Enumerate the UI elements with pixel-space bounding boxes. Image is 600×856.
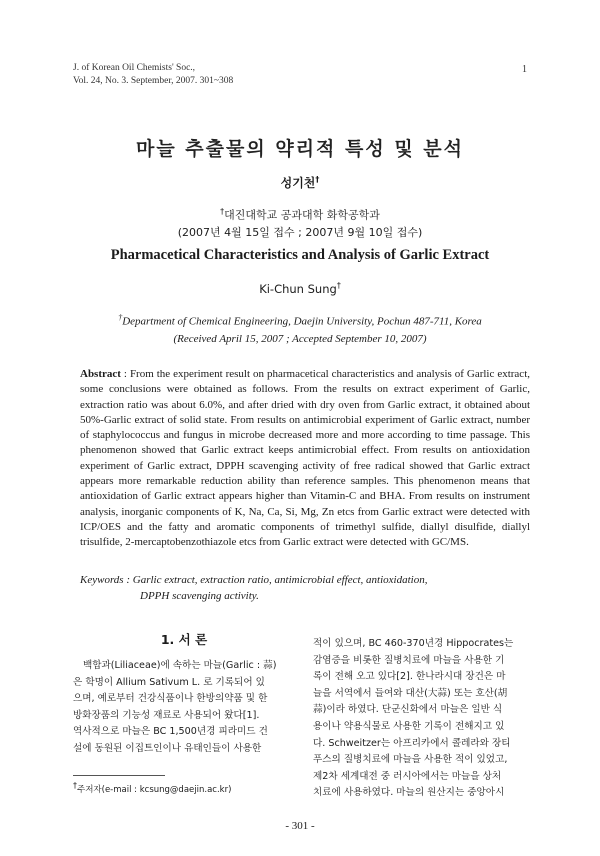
dagger-mark: † bbox=[73, 781, 77, 790]
english-title: Pharmacetical Characteristics and Analysis of Garlic Extract bbox=[110, 247, 490, 263]
dagger-mark: † bbox=[220, 207, 225, 216]
korean-affiliation-block bbox=[0, 203, 600, 241]
body-line: 치료에 사용하였다. 마늘의 원산지는 중앙아시 bbox=[313, 787, 505, 799]
section-heading: 1. 서 론 bbox=[160, 632, 208, 647]
page-footer-number: - 301 - bbox=[285, 820, 315, 832]
body-line: 제2차 세계대전 중 러시아에서는 마늘을 상처 bbox=[313, 770, 502, 782]
body-line: 적이 있으며, BC 460-370년경 Hippocrates는 bbox=[313, 638, 514, 649]
abstract-separator: : bbox=[120, 368, 130, 380]
keywords: Keywords : Garlic extract, extraction ratio, antimicrobial effect, antioxidation, DPPH scavenging activity. bbox=[80, 573, 530, 604]
english-affiliation: †Department of Chemical Engineering, Daejin University, Pochun 487-711, Korea bbox=[118, 313, 482, 328]
body-line: 용이나 약용식물로 사용한 기록이 전해지고 있 bbox=[313, 720, 505, 732]
english-affiliation-block bbox=[0, 309, 600, 348]
korean-dates: (2007년 4월 15일 접수 ; 2007년 9월 10일 접수) bbox=[177, 225, 423, 239]
keywords-line-1: Garlic extract, extraction ratio, antimicrobial effect, antioxidation, bbox=[132, 574, 428, 586]
journal-line-2: Vol. 24, No. 3. September, 2007. 301~308 bbox=[73, 76, 234, 86]
footnote-divider bbox=[73, 775, 165, 776]
english-author-name: Ki-Chun Sung bbox=[259, 281, 337, 296]
body-column-right bbox=[313, 636, 539, 802]
keywords-line-2: DPPH scavenging activity. bbox=[140, 589, 259, 602]
footnote bbox=[73, 781, 231, 795]
body-line: 은 학명이 Allium Sativum L. 로 기록되어 있 bbox=[73, 676, 265, 688]
dagger-mark: † bbox=[118, 313, 123, 322]
abstract-label: Abstract bbox=[80, 368, 121, 380]
keywords-label: Keywords bbox=[80, 574, 124, 586]
korean-author bbox=[0, 174, 600, 191]
body-line: 백합과(Liliaceae)에 속하는 마늘(Garlic : 蒜) bbox=[83, 660, 277, 671]
body-line: 설에 동원된 이집트인이나 유태인들이 사용한 bbox=[73, 742, 262, 754]
journal-line-1: J. of Korean Oil Chemists' Soc., bbox=[73, 63, 196, 73]
korean-affiliation: †대진대학교 공과대학 화학공학과 bbox=[220, 207, 380, 222]
header-page-number: 1 bbox=[522, 64, 527, 75]
english-author bbox=[0, 281, 600, 296]
abstract bbox=[80, 367, 530, 551]
body-line: 록이 전해 오고 있다[2]. 한나라시대 장건은 마 bbox=[313, 671, 506, 683]
journal-citation bbox=[73, 62, 233, 88]
body-line: 푸스의 질병치료에 마늘을 사용한 적이 있었고, bbox=[313, 754, 508, 766]
dagger-mark: † bbox=[315, 175, 320, 184]
korean-author-name: 성기천 bbox=[280, 176, 316, 190]
body-line: 다. Schweitzer는 아프리카에서 콜레라와 장티 bbox=[313, 737, 511, 749]
english-dates: (Received April 15, 2007 ; Accepted September 10, 2007) bbox=[173, 332, 427, 345]
body-line: 늘을 서역에서 들여와 대산(大蒜) 또는 호산(胡 bbox=[313, 687, 508, 699]
body-line: 감염증을 비롯한 질병치료에 마늘을 사용한 기 bbox=[313, 654, 505, 666]
dagger-mark: † bbox=[336, 281, 341, 290]
body-column-left bbox=[73, 658, 295, 758]
body-line: 蒜)이라 하였다. 단군신화에서 마늘은 일반 식 bbox=[313, 704, 503, 716]
korean-title: 마늘 추출물의 약리적 특성 및 분석 bbox=[135, 138, 465, 160]
footnote-text: 주저자(e-mail : kcsung@daejin.ac.kr) bbox=[77, 784, 232, 795]
body-line: 역사적으로 마늘은 BC 1,500년경 피라미드 건 bbox=[73, 726, 268, 738]
body-line: 방화장품의 기능성 재료로 사용되어 왔다[1]. bbox=[73, 709, 260, 721]
abstract-text: From the experiment result on pharmacetical characteristics and analysis of Garlic extract, some conclusions were obtained as follows. From the results on extract experiment of Garlic, extraction ratio was about 6.0%, and after dried with dry oven from Garlic extract, it obtained about 50%-Garlic extract of solid state. From results on antimicrobial experiment of Garlic extract, number of staphylococcus and fungus in microbe decreased more and more according to time passage. This phenomenon showed that Garlic extract keeps antimicrobial effect. From results on antioxidation experiment of Garlic extract, DPPH scavenging activity of free radical showed that Garlic extract appears more remarkable reduction ability than reference samples. This phenomenon means that antioxidation of Garlic extract appears higher than Vitamin-C and BHA. From results on instrument analysis, inorganic components of K, Na, Ca, Si, Mg, Zn etcs from Garlic extract were detected with ICP/OES and the fatty and aromatic components of trimethyl sulfide, diallyl disulfide, diallyl trisulfide, 2-mercaptobenzothiazole etcs from Garlic extract were detected with GC/MS. bbox=[80, 368, 531, 549]
body-line: 으며, 예로부터 건강식품이나 한방의약품 및 한 bbox=[73, 693, 268, 705]
